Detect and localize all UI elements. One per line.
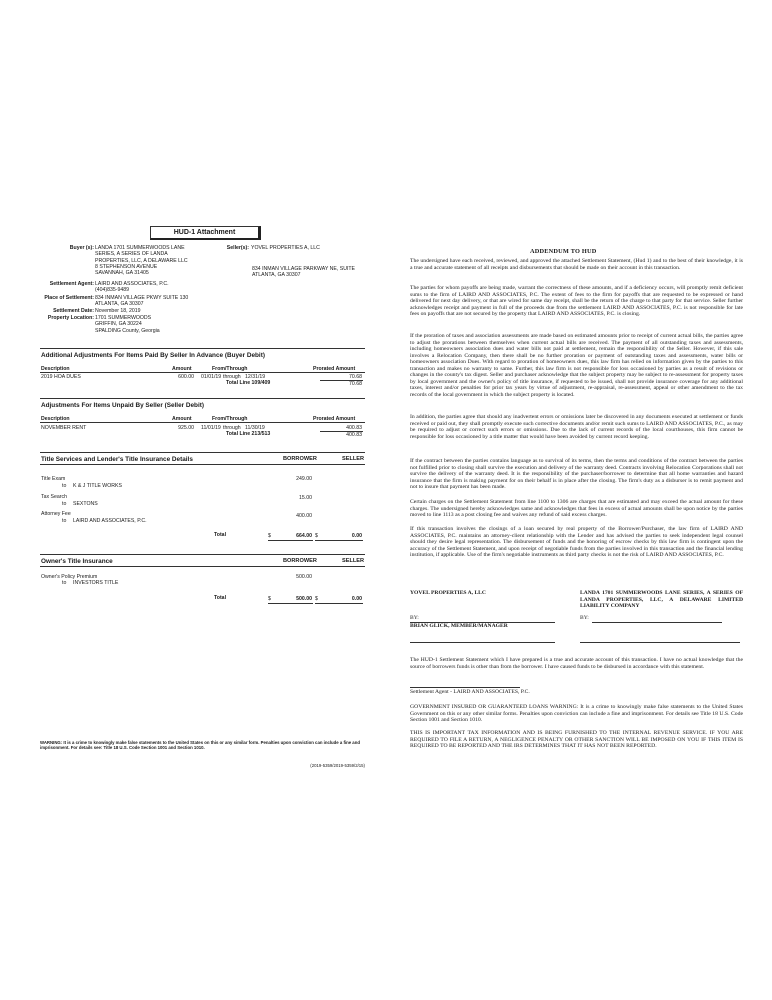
divider: [40, 452, 365, 453]
underline: [268, 603, 313, 604]
addendum-paragraph: The undersigned have each received, reviewed, and approved the attached Settlement Statement, (Hud 1) and to the best of their knowledge, it is a true and accurate statement of all receipts and disbursements that should be made on their account in this transaction.: [410, 258, 743, 271]
fee-payee: LAIRD AND ASSOCIATES, P.C.: [73, 518, 147, 524]
underline: [315, 540, 363, 541]
warning-text: WARNING: It is a crime to knowingly make false statements to the United States on this or any similar form. Penalties upon conviction can include a fine and imprisonment. For details see: Title 18 U.S. Code Section 1001 and Section 1010.: [40, 740, 360, 751]
underline: [268, 540, 313, 541]
col-prorated: Prorated Amount: [313, 366, 356, 372]
addendum-paragraph: If the proration of taxes and association assessments are made based on estimated amounts prior to receipt of current actual bills, the parties agree to adjust the prorations between themselves when current actual bills are received. The payment of all outstanding taxes and assessments, including homeowners association dues and water bills not paid at settlement, remain the responsibility of the Seller. However, if this sale involves a Relocation Company, then there shall be no further proration or payment of outstanding taxes and assessments, water bills or homeowners association Dues. With regard to proration of homeowners dues, this law firm has relied on information given by the parties to this transaction and makes no warranty to same. Further, this law firm is not responsible for loss occasioned by parties as a result of revisions or changes in the county's tax digest. Seller and purchaser acknowledge that the subject property may be subject to re-assessment for property taxes by local government and the owner's policy of title insurance, if requested to be issued, shall not provide insurance coverage for any additional taxes, interest and/or penalties for prior tax years by virtue of adjustment, re-appraisal, re-assessment, appeal or other amendment to the tax records of the local government in which the subject property is located.: [410, 333, 743, 398]
col-seller: SELLER: [342, 456, 365, 462]
fee-payee: K & J TITLE WORKS: [73, 483, 122, 489]
buyer-signature-block: LANDA 1701 SUMMERWOODS LANE SERIES, A SERIES OF LANDA PROPERTIES, LLC, A DELAWARE LIMITED LIABILITY COMPANY: [580, 590, 743, 610]
row-description: 2019 HOA DUES: [41, 374, 81, 380]
currency-symbol: $: [315, 533, 318, 539]
total-label: Total Line 213/513: [226, 431, 271, 437]
col-amount: Amount: [172, 416, 192, 422]
addendum-paragraph: The parties for whom payoffs are being made, warrant the correctness of these amounts, and if a deficiency occurs, will promptly remit deficient sums to the firm of LAIRD AND ASSOCIATES, P.C. The extent of fees to the firm for payoffs that are requested to be expressed or hand delivered for next day delivery, or that are wired for same day receipt, shall be the return of the charge to that party for that service. Seller further acknowledges receipt and payment in full of the proceeds due from the settlement LAIRD AND ASSOCIATES, P.C. is not responsible for late fees on payoffs that are not secured by the property that LAIRD AND ASSOCIATES, P.C. is closing.: [410, 285, 743, 318]
col-from-through: From/Through: [212, 366, 248, 372]
buyer-debit-heading: Additional Adjustments For Items Paid By Seller In Advance (Buyer Debit): [41, 352, 265, 359]
buyer-line: PROPERTIES, LLC, A DELAWARE LLC: [95, 257, 188, 264]
col-description: Description: [41, 366, 70, 372]
seller-address: [252, 266, 372, 279]
row-prorated: 70.68: [349, 374, 362, 380]
seller-label: Seller(s):: [226, 245, 249, 251]
signature-line[interactable]: [592, 622, 722, 623]
row-prorated: 400.83: [346, 425, 362, 431]
col-borrower: BORROWER: [283, 558, 317, 564]
divider: [40, 554, 365, 555]
underline: [315, 603, 363, 604]
addendum-heading: ADDENDUM TO HUD: [530, 248, 597, 255]
seller-address-line: 834 INMAN VILLAGE PARKWAY NE, SUITE: [252, 266, 356, 272]
row-to: 11/30/19: [245, 425, 265, 431]
signature-line[interactable]: [410, 687, 520, 688]
fee-to: to: [62, 501, 67, 507]
tax-notice: THIS IS IMPORTANT TAX INFORMATION AND IS BEING FURNISHED TO THE INTERNAL REVENUE SERVICE. IF YOU ARE REQUIRED TO FILE A RETURN, A NEGLIGENCE PENALTY OR OTHER SANCTION WILL BE IMPOSED ON YOU IF THIS ITEM IS REQUIRED TO BE REPORTED AND THE IRS DETERMINES THAT IT HAS NOT BEEN REPORTED.: [410, 730, 743, 750]
place-line: 834 INMAN VILLAGE PKWY SUITE 130: [95, 295, 189, 301]
by-label: BY:: [410, 615, 419, 621]
total-borrower: 500.00: [296, 596, 312, 602]
property-location-label: Property Location:: [47, 315, 94, 321]
fee-amount: 15.00: [299, 495, 312, 501]
total-label: Total: [214, 595, 227, 601]
currency-symbol: $: [268, 596, 271, 602]
total-value: 400.83: [346, 432, 362, 438]
col-seller: SELLER: [342, 558, 365, 564]
row-amount: 925.00: [178, 425, 194, 431]
addendum-paragraph: If this transaction involves the closings of a loan secured by real property of the Borrower/Purchaser, the law firm of LAIRD AND ASSOCIATES, P.C. maintains an attorney-client relationship with the Lender and has advised the parties to seek independent legal counsel should they desire legal representation. The disbursement of funds and the honoring of escrow checks by this law firm is contingent upon the accuracy of the Settlement Statement, and upon receipt of negotiable funds from the parties involved in this transaction and the financial lending institution, if applicable. Use of the firm's negotiable instruments as third party checks is not the risk of LAIRD AND ASSOCIATES, P.C.: [410, 526, 743, 559]
place-of-settlement-label: Place of Settlement:: [44, 295, 94, 301]
fee-name: Title Exam: [41, 476, 66, 482]
row-from: 01/01/19: [201, 374, 222, 380]
col-from-through: From/Through: [212, 416, 248, 422]
addendum-paragraph: If the contract between the parties contains language as to survival of its terms, then the terms and conditions of the contract between the parties not fulfilled prior to closing shall survive the execution and delivery of the warranty deed. Contracts involving Relocation Corporations shall not survive the delivery of the warranty deed. It is the responsibility of the purchaser/borrower to determine that all home warranties and hazard insurance that the firm is making payment for on their behalf is in place after the closing. The firm's duty as a disburser is to remit payment and not to insure that payment has been made.: [410, 458, 743, 491]
page-title: HUD-1 Attachment: [150, 226, 261, 240]
fee-payee: INVESTORS TITLE: [73, 580, 119, 586]
signature-line[interactable]: [410, 642, 555, 643]
addendum-paragraph: In addition, the parties agree that should any inadvertent errors or omissions later be discovered in any documents executed at settlement or funds received or paid out, they shall promptly execute such corrective documents and/or remit such sums to LAIRD AND ASSOCIATES, P.C., as may be required to adjust or correct such errors or omissions. Due to the lack of current records of the local courthouses, this firm cannot be responsible for loss occasioned by a title matter that would have been avoided by current record keeping.: [410, 414, 743, 440]
seller-address-line: ATLANTA, GA 30307: [252, 272, 301, 279]
place-line: ATLANTA, GA 30307: [95, 301, 144, 308]
fee-to: to: [62, 483, 67, 489]
divider: [40, 398, 365, 399]
fee-name: Tax Search: [41, 494, 67, 500]
currency-symbol: $: [315, 596, 318, 602]
divider: [40, 464, 365, 465]
col-amount: Amount: [172, 366, 192, 372]
buyer-line: LANDA 1701 SUMMERWOODS LANE: [95, 245, 185, 251]
location-line: 1701 SUMMERWOODS: [95, 315, 152, 321]
divider: [40, 348, 365, 349]
settlement-date-label: Settlement Date:: [53, 308, 94, 314]
buyer-line: 8 STEPHENSON AVENUE: [95, 263, 158, 270]
fee-name: Owner's Policy Premium: [41, 574, 98, 580]
fee-payee: SEXTONS: [73, 501, 98, 507]
agent-line: (404)835-9489: [95, 287, 130, 294]
col-borrower: BORROWER: [283, 456, 317, 462]
divider: [40, 422, 365, 423]
buyer-line: SERIES, A SERIES OF LANDA: [95, 251, 168, 258]
settlement-agent-line: Settlement Agent - LAIRD AND ASSOCIATES, P.C.: [410, 689, 530, 695]
row-to: 12/31/19: [245, 374, 266, 380]
row-description: NOVEMBER RENT: [41, 425, 87, 431]
footer-code: (2019-5359/2019-5359/2/15): [310, 763, 365, 768]
signer-name: BRIAN GLICK, MEMBER/MANAGER: [410, 623, 508, 629]
signature-line[interactable]: [580, 642, 740, 643]
col-description: Description: [41, 416, 70, 422]
row-from: 11/01/19: [201, 425, 221, 431]
fee-to: to: [62, 580, 67, 586]
total-value: 70.68: [349, 381, 362, 387]
title-services-heading: Title Services and Lender's Title Insurance Details: [41, 456, 193, 463]
fee-amount: 500.00: [296, 574, 312, 580]
buyer-line: SAVANNAH, GA 31405: [95, 270, 149, 277]
location-line: GRIFFIN, GA 30224: [95, 321, 142, 328]
location-line: SPALDING County, Georgia: [95, 327, 160, 334]
settlement-agent: [95, 281, 169, 294]
agent-line: LAIRD AND ASSOCIATES, P.C.: [95, 281, 169, 287]
place-of-settlement: [95, 295, 188, 308]
seller-name: YOVEL PROPERTIES A, LLC: [251, 245, 320, 251]
divider: [40, 372, 365, 373]
row-amount: 600.00: [178, 374, 194, 380]
property-location: [95, 315, 160, 334]
total-borrower: 664.00: [296, 533, 312, 539]
government-warning: GOVERNMENT INSURED OR GUARANTEED LOANS WARNING: It is a crime to knowingly make false statements to the United States Government on this or any other similar forms. Penalties upon conviction can include a fine and imprisonment. For details see Title 18 U.S. Code Section 1001 and Section 1010.: [410, 704, 743, 724]
total-seller: 0.00: [351, 533, 362, 539]
settlement-agent-label: Settlement Agent:: [49, 281, 94, 287]
row-through-word: through: [223, 374, 241, 380]
by-label: BY:: [580, 615, 589, 621]
row-through-word: through: [223, 425, 241, 431]
agent-statement: The HUD-1 Settlement Statement which I have prepared is a true and accurate account of this transaction. I have no actual knowledge that the source of borrowers funds is other than from the borrower. I have caused funds to be disbursed in accordance with this statement.: [410, 657, 743, 670]
total-label: Total Line 109/409: [226, 380, 271, 386]
seller-debit-heading: Adjustments For Items Unpaid By Seller (Seller Debit): [41, 402, 204, 409]
total-label: Total: [214, 532, 227, 538]
col-prorated: Prorated Amount: [313, 416, 356, 422]
settlement-date: November 18, 2019: [95, 308, 141, 314]
addendum-paragraph: Certain charges on the Settlement Statement from line 1100 to 1306 are charges that are estimated and may exceed the actual amount for these charges. The undersigned hereby acknowledges same and acknowledges that fees in excess of actual amounts shall be upon notice by the parties moved to line 1113 as a post closing fee and waives any refund of said excess charges.: [410, 499, 743, 519]
fee-to: to: [62, 518, 67, 524]
buyer-label: Buyer (s):: [69, 245, 94, 251]
fee-amount: 249.00: [296, 476, 312, 482]
fee-amount: 400.00: [296, 513, 312, 519]
fee-name: Attorney Fee: [41, 511, 71, 517]
seller-signature-block: YOVEL PROPERTIES A, LLC: [410, 590, 486, 596]
total-seller: 0.00: [351, 596, 362, 602]
currency-symbol: $: [268, 533, 271, 539]
divider: [40, 566, 365, 567]
owners-title-heading: Owner's Title Insurance: [41, 558, 113, 565]
